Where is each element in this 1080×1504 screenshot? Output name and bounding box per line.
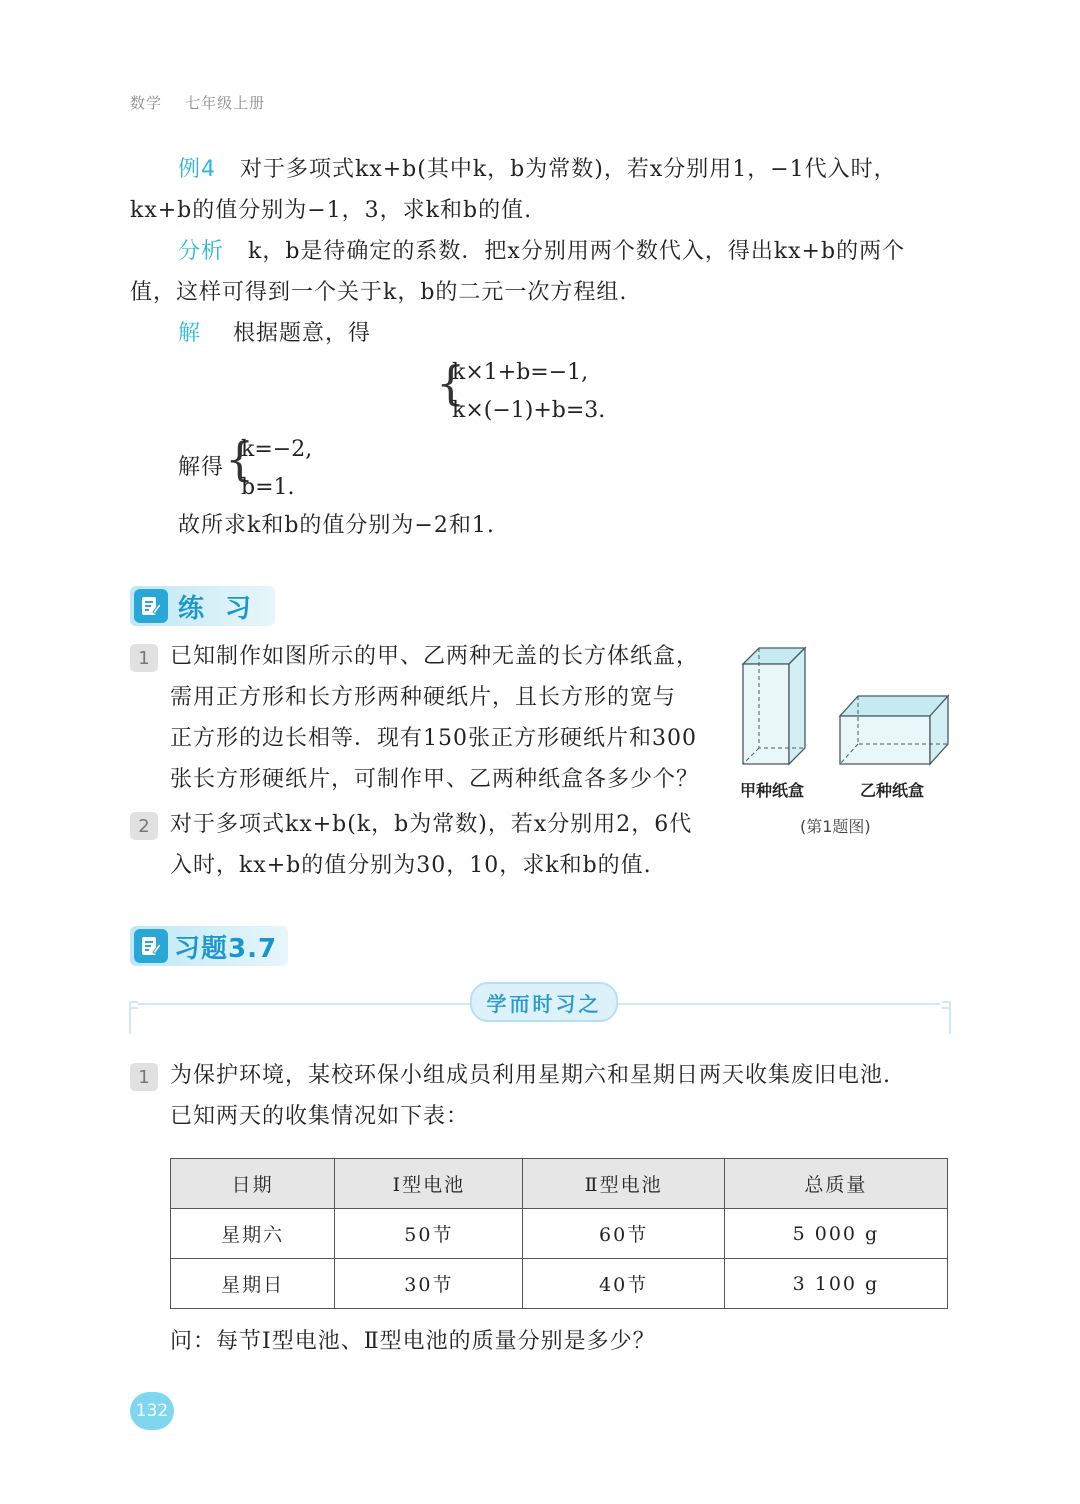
example-line-1 xyxy=(178,150,897,190)
figure-caption: (第1题图) xyxy=(800,817,871,836)
box-a-drawing xyxy=(743,648,805,764)
header-grade: 七年级上册 xyxy=(185,94,266,112)
table-header-cell: 总质量 xyxy=(724,1159,947,1209)
table-cell: 60节 xyxy=(523,1209,724,1259)
practice-number-1: 1 xyxy=(130,644,158,672)
exercise-title: 习题3.7 xyxy=(174,933,278,964)
example-text-1: 对于多项式kx+b(其中k，b为常数)，若x分别用1，−1代入时， xyxy=(239,157,897,182)
header-subject: 数学 xyxy=(130,94,163,112)
analysis-text-1: k，b是待确定的系数．把x分别用两个数代入，得出kx+b的两个 xyxy=(248,239,906,264)
table-cell: 3 100 g xyxy=(724,1259,947,1309)
table-header-cell: 日期 xyxy=(171,1159,335,1209)
table-cell: 星期六 xyxy=(171,1209,335,1259)
practice-1-line-2: 需用正方形和长方形两种硬纸片，且长方形的宽与 xyxy=(170,685,677,710)
practice-title: 练 习 xyxy=(178,593,258,624)
example-text-2: kx+b的值分别为−1，3，求k和b的值. xyxy=(130,198,533,223)
result-brace: { xyxy=(225,432,255,486)
table-header-cell: Ⅰ型电池 xyxy=(335,1159,523,1209)
table-cell: 50节 xyxy=(335,1209,523,1259)
pencil-note-icon xyxy=(134,929,168,963)
table-cell: 5 000 g xyxy=(724,1209,947,1259)
practice-2-line-1: 对于多项式kx+b(k，b为常数)，若x分别用2，6代 xyxy=(170,812,693,837)
table-header-cell: Ⅱ型电池 xyxy=(523,1159,724,1209)
exercise-1-line-1: 为保护环境，某校环保小组成员利用星期六和星期日两天收集废旧电池. xyxy=(170,1063,891,1088)
exercise-section-header xyxy=(130,926,288,966)
equation-brace: { xyxy=(436,356,466,410)
box-b-drawing xyxy=(840,696,948,764)
table-row xyxy=(171,1209,948,1259)
solution-label: 解 xyxy=(178,321,202,346)
practice-number-2: 2 xyxy=(130,812,158,840)
running-header xyxy=(130,92,265,113)
result-2: b=1. xyxy=(241,475,295,500)
figure-label-a: 甲种纸盒 xyxy=(740,781,805,800)
table-cell: 星期日 xyxy=(171,1259,335,1309)
conclusion: 故所求k和b的值分别为−2和1. xyxy=(178,513,495,538)
table-row xyxy=(171,1259,948,1309)
analysis-text-2: 值，这样可得到一个关于k，b的二元一次方程组. xyxy=(130,280,628,305)
exercise-number-1: 1 xyxy=(130,1063,158,1091)
solution-intro: 根据题意，得 xyxy=(233,321,372,346)
table-cell: 30节 xyxy=(335,1259,523,1309)
solution-line xyxy=(178,314,371,354)
example-label: 例4 xyxy=(178,157,216,182)
analysis-line-1 xyxy=(178,232,905,272)
solved-label: 解得 xyxy=(178,455,225,480)
figure-label-b: 乙种纸盒 xyxy=(860,781,925,800)
practice-1-line-4: 张长方形硬纸片，可制作甲、乙两种纸盒各多少个？ xyxy=(170,767,700,792)
practice-2-line-2: 入时，kx+b的值分别为30，10，求k和b的值. xyxy=(170,853,652,878)
equation-1: k×1+b=−1, xyxy=(452,360,589,385)
equation-2: k×(−1)+b=3. xyxy=(452,398,606,423)
table-cell: 40节 xyxy=(523,1259,724,1309)
paper-boxes-figure xyxy=(735,640,960,775)
battery-table xyxy=(170,1158,948,1309)
result-1: k=−2, xyxy=(241,437,313,462)
practice-section-header xyxy=(130,586,275,626)
table-header-row xyxy=(171,1159,948,1209)
exercise-question: 问：每节Ⅰ型电池、Ⅱ型电池的质量分别是多少？ xyxy=(170,1329,656,1354)
analysis-label: 分析 xyxy=(178,239,225,264)
practice-1-line-3: 正方形的边长相等．现有150张正方形硬纸片和300 xyxy=(170,726,697,751)
page-number: 132 xyxy=(130,1392,174,1430)
pencil-note-icon xyxy=(134,589,168,623)
practice-1-line-1: 已知制作如图所示的甲、乙两种无盖的长方体纸盒， xyxy=(170,644,700,669)
exercise-1-line-2: 已知两天的收集情况如下表： xyxy=(170,1104,470,1129)
divider-label: 学而时习之 xyxy=(470,982,618,1022)
